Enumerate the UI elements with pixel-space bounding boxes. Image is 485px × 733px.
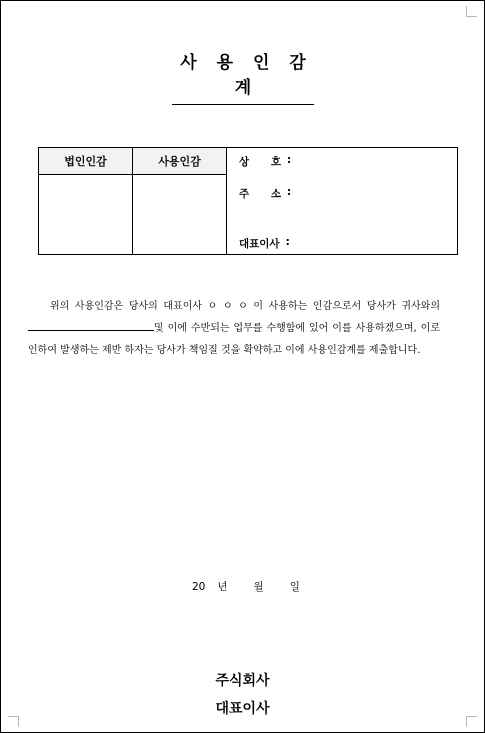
corner-mark-top-right bbox=[466, 6, 477, 17]
company-name-colon: : bbox=[287, 154, 292, 166]
usage-seal-header: 사용인감 bbox=[133, 148, 226, 175]
document-title: 사 용 인 감 계 bbox=[172, 48, 314, 105]
company-name-row bbox=[239, 154, 291, 169]
address-row bbox=[239, 186, 291, 201]
address-label: 주 소 bbox=[239, 188, 281, 200]
address-colon: : bbox=[287, 186, 292, 198]
body-text-part2: 및 이에 수반되는 업무를 수행함에 있어 이를 사용하겠으며, 이로 인하여 발생하는 제반 하자는 당사가 책임질 것을 확약하고 이에 사용인감계를 제출합니다. bbox=[28, 323, 440, 356]
body-text-part1: 위의 사용인감은 당사의 대표이사 ㅇ ㅇ ㅇ 이 사용하는 인감으로서 당사가 귀사와의 bbox=[50, 301, 440, 312]
representative-colon: : bbox=[285, 236, 290, 248]
date-day-unit: 일 bbox=[289, 581, 300, 593]
business-name-blank[interactable] bbox=[28, 319, 154, 331]
representative-label: 대표이사 bbox=[239, 238, 280, 250]
usage-seal-box[interactable] bbox=[133, 175, 226, 254]
footer-company: 주식회사 bbox=[215, 673, 270, 689]
date-year-unit: 년 bbox=[217, 581, 228, 593]
seal-table bbox=[38, 147, 458, 255]
date-month-unit: 월 bbox=[253, 581, 264, 593]
company-name-label: 상 호 bbox=[239, 156, 281, 168]
corporate-seal-box[interactable] bbox=[39, 175, 132, 254]
corporate-seal-column bbox=[39, 148, 133, 254]
usage-seal-column bbox=[133, 148, 227, 254]
date-year-prefix: 20 bbox=[192, 581, 206, 593]
company-info-column bbox=[227, 148, 457, 254]
corporate-seal-header: 법인인감 bbox=[39, 148, 132, 175]
body-paragraph bbox=[28, 296, 440, 362]
footer-representative: 대표이사 bbox=[215, 701, 270, 717]
date-line bbox=[192, 579, 300, 594]
representative-row bbox=[239, 236, 290, 251]
